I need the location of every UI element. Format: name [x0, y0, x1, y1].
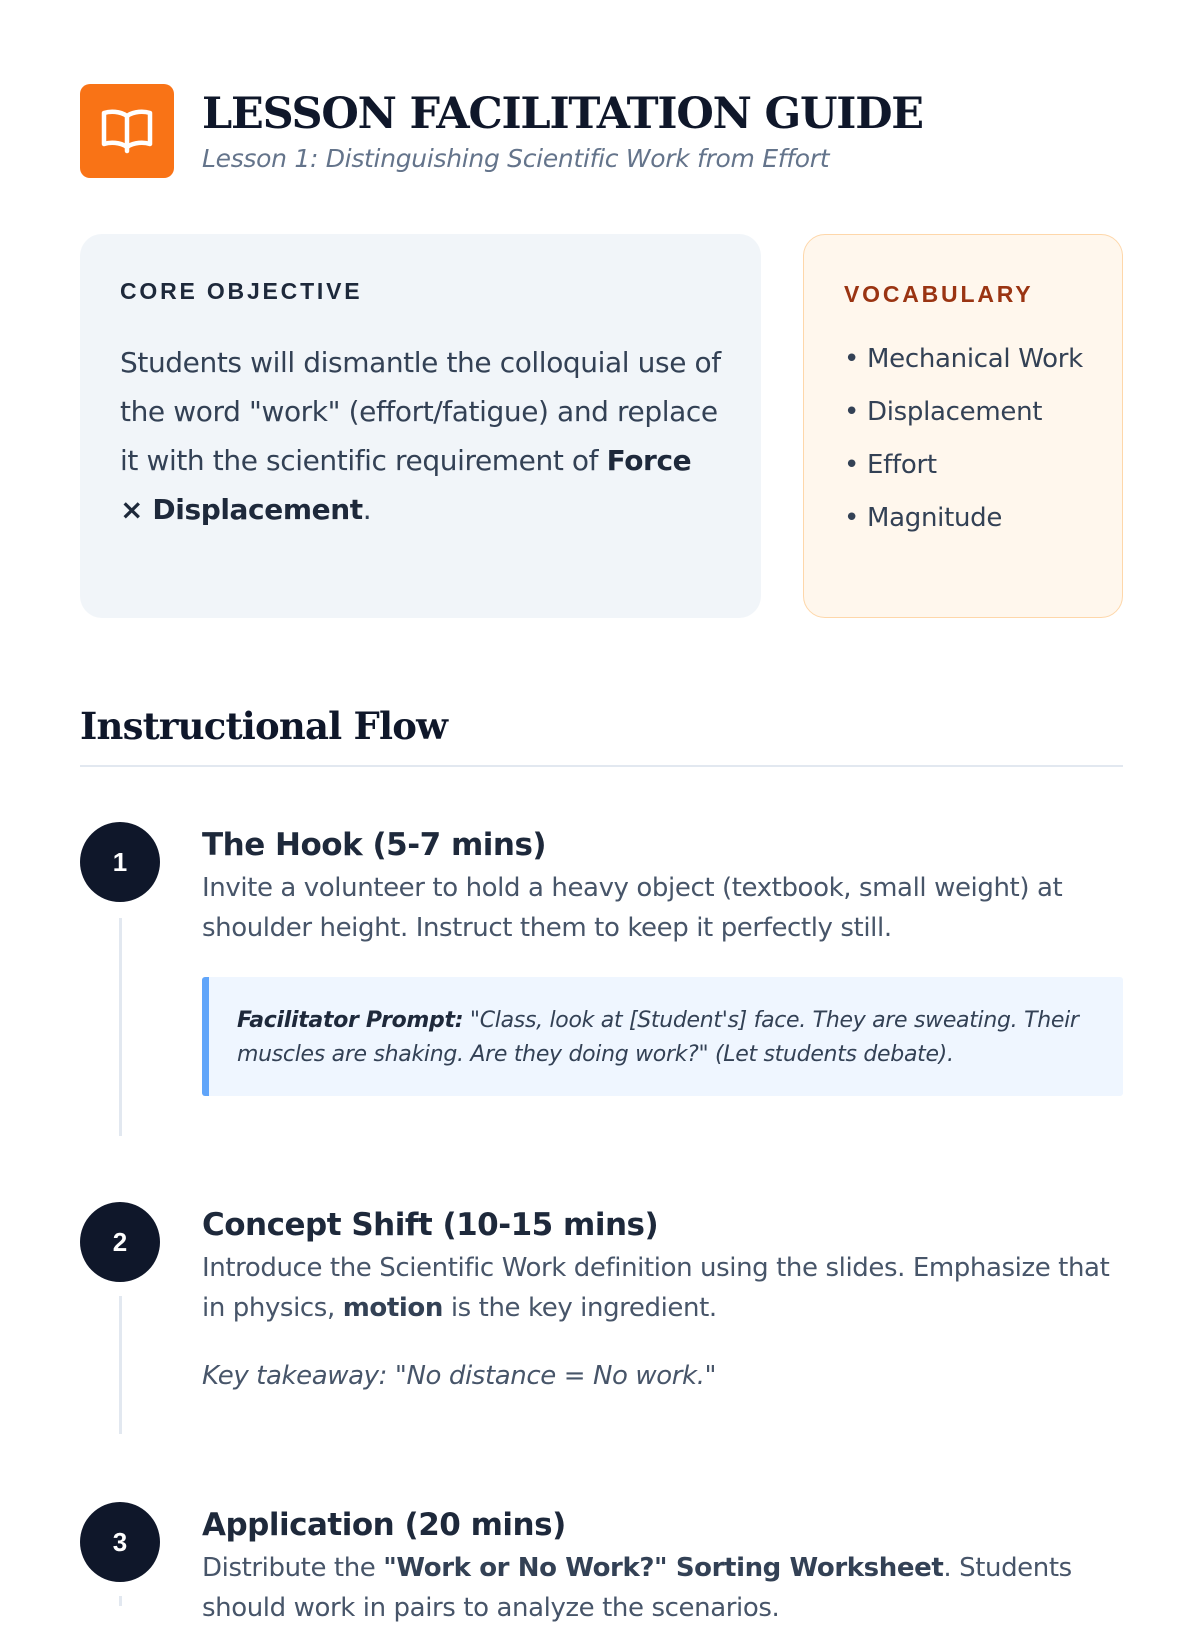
step-3-description: [202, 1548, 1122, 1628]
step-1-description: Invite a volunteer to hold a heavy object (textbook, small weight) at shoulder height. Instruct them to keep it perfectly still.: [202, 873, 1063, 943]
step-2-desc-before: Introduce the Scientific Work definition using the slides. Emphasize that in physics,: [202, 1253, 1110, 1323]
instructional-flow-heading: Instructional Flow: [80, 704, 448, 748]
vocabulary-list: [844, 339, 1092, 538]
step-2-title: Concept Shift (10-15 mins): [202, 1207, 659, 1243]
step-3-desc-before: Distribute the: [202, 1553, 384, 1583]
vocabulary-card: [803, 234, 1123, 618]
vocabulary-item: • Effort: [844, 450, 937, 480]
section-divider: [80, 765, 1123, 767]
step-1-connector: [119, 918, 122, 1136]
objective-formula: Force × Displacement: [120, 444, 692, 526]
page-subtitle: Lesson 1: Distinguishing Scientific Work from Effort: [202, 144, 830, 173]
step-2-desc-emphasis: motion: [342, 1293, 443, 1323]
objective-text-before: Students will dismantle the colloquial use of the word "work" (effort/fatigue) and replace it with the scientific requirement of: [120, 346, 721, 477]
core-objective-card: [80, 234, 761, 618]
step-2-desc-after: is the key ingredient.: [442, 1293, 717, 1323]
open-book-icon: [101, 108, 153, 154]
vocabulary-item: • Magnitude: [844, 503, 1003, 533]
step-3-title: Application (20 mins): [202, 1507, 566, 1543]
key-takeaway: Key takeaway: "No distance = No work.": [202, 1361, 717, 1391]
step-3-worksheet-name: "Work or No Work?" Sorting Worksheet: [383, 1553, 944, 1583]
vocabulary-item: • Mechanical Work: [844, 344, 1083, 374]
step-2-badge: 2: [80, 1202, 160, 1282]
vocabulary-item: • Displacement: [844, 397, 1043, 427]
step-3-badge: 3: [80, 1502, 160, 1582]
lesson-logo: [80, 84, 174, 178]
page-title: LESSON FACILITATION GUIDE: [202, 89, 923, 139]
step-1-title: The Hook (5-7 mins): [202, 827, 547, 863]
document-header: [80, 84, 923, 178]
step-2-connector: [119, 1296, 122, 1434]
facilitator-prompt-box: [202, 977, 1123, 1096]
facilitator-prompt-text: "Class, look at [Student's] face. They are sweating. Their muscles are shaking. Are they doing work?" (Let students debate).: [237, 1008, 1079, 1067]
vocabulary-label: VOCABULARY: [844, 281, 1034, 307]
step-2-description: [202, 1248, 1122, 1328]
core-objective-label: CORE OBJECTIVE: [120, 278, 363, 304]
objective-text-after: .: [362, 493, 372, 526]
step-3-connector: [119, 1596, 122, 1606]
step-1-badge: 1: [80, 822, 160, 902]
facilitator-prompt-label: Facilitator Prompt:: [237, 1008, 464, 1033]
core-objective-text: [120, 338, 721, 534]
step-3-desc-after: . Students should work in pairs to analyze the scenarios.: [202, 1553, 1072, 1623]
